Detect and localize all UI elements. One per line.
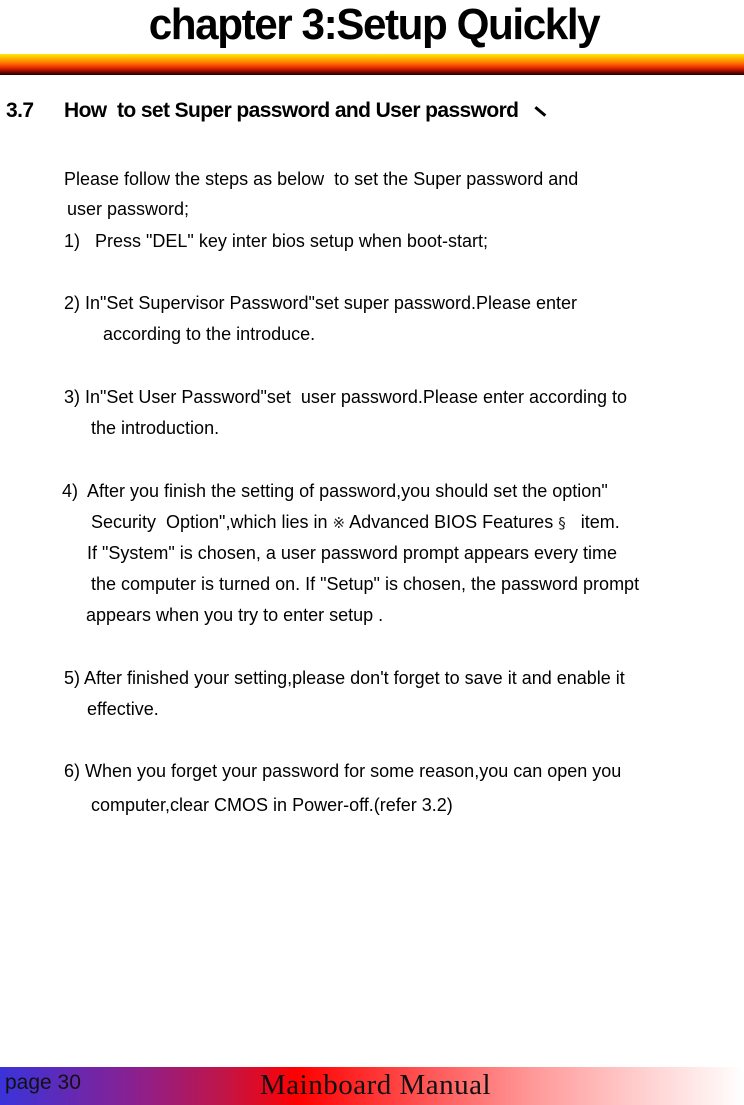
header-gradient-bar [0, 54, 744, 75]
step-1-line-1: 1) Press "DEL" key inter bios setup when boot-start; [64, 231, 488, 251]
reference-mark-icon: ※ [332, 514, 346, 532]
chapter-title: chapter 3:Setup Quickly [148, 0, 600, 49]
intro-line-2: user password; [62, 199, 190, 219]
step-6-line-1: 6) When you forget your password for some reason,you can open you [64, 761, 622, 781]
menu-name-advanced-bios-features: Advanced BIOS Features [345, 512, 559, 532]
step-4-line-2-text: Security Option",which lies in [91, 512, 333, 532]
step-3-line-1: 3) In"Set User Password"set user password.Please enter according to [64, 387, 628, 407]
item-suffix: item. [565, 512, 620, 532]
step-6-line-2: computer,clear CMOS in Power-off.(refer 3.2) [91, 795, 453, 815]
section-number: 3.7 [6, 99, 34, 122]
step-2-line-2: according to the introduce. [103, 324, 316, 344]
step-4-line-4: the computer is turned on. If "Setup" is chosen, the password prompt [91, 574, 640, 594]
intro-line-1: Please follow the steps as below to set the Super password and [64, 169, 579, 189]
step-3-line-2: the introduction. [91, 418, 220, 438]
step-4-line-3: If "System" is chosen, a user password prompt appears every time [87, 543, 617, 563]
section-sign-icon: § [558, 514, 566, 532]
step-2-line-1: 2) In"Set Supervisor Password"set super password.Please enter [64, 293, 578, 313]
step-5-line-2: effective. [87, 699, 159, 719]
step-4-line-2 [91, 511, 620, 534]
section-heading [6, 99, 546, 123]
page-number: page 30 [5, 1071, 81, 1094]
step-4-line-5: appears when you try to enter setup . [86, 605, 384, 625]
step-4-line-1: 4) After you finish the setting of password,you should set the option" [62, 481, 608, 501]
slash-mark-icon [532, 104, 546, 118]
step-5-line-1: 5) After finished your setting,please don't forget to save it and enable it [64, 668, 625, 688]
section-title: How to set Super password and User password [64, 99, 519, 122]
manual-title: Mainboard Manual [260, 1069, 492, 1101]
